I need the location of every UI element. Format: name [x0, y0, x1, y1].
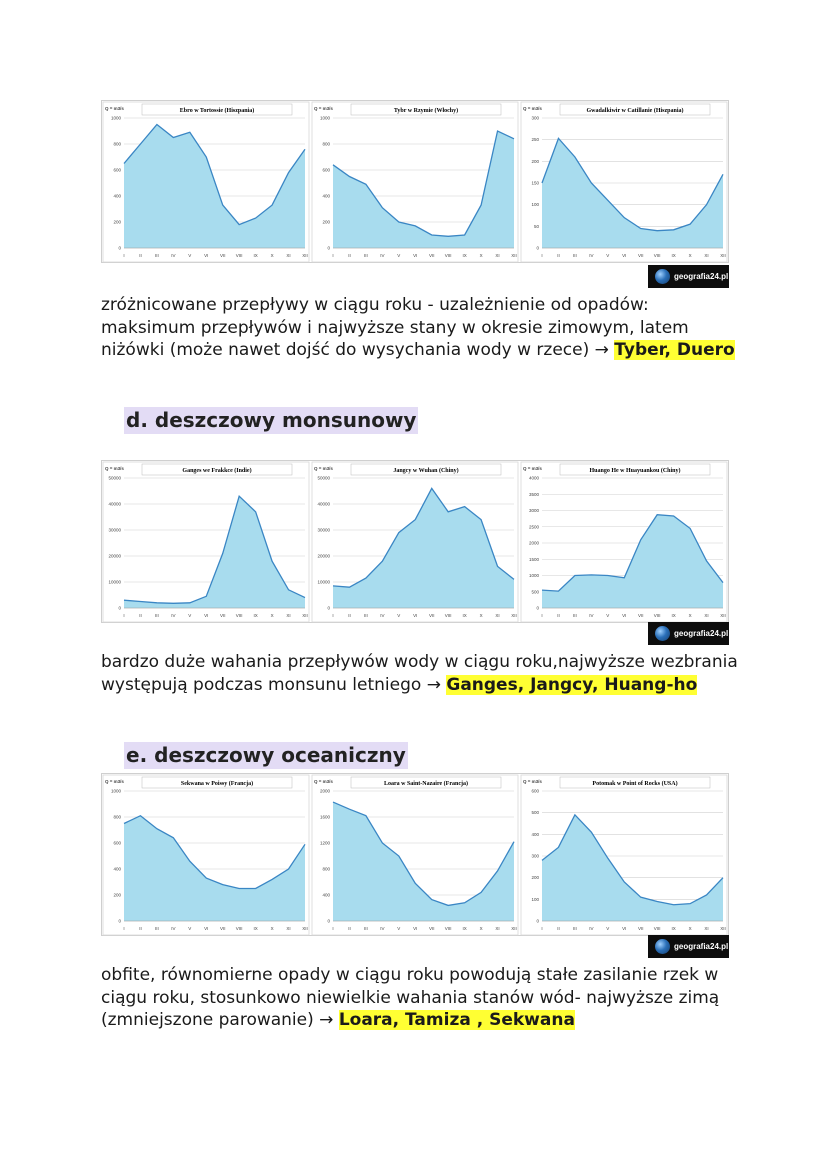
x-tick-label: VI: [204, 253, 209, 258]
chart-panel: [103, 102, 309, 262]
x-tick-label: XII: [720, 253, 726, 258]
x-tick-label: VII: [428, 253, 435, 258]
chart-title: Potomak w Point of Rocks (USA): [592, 781, 678, 787]
x-tick-label: III: [573, 253, 577, 258]
x-tick-label: II: [348, 926, 351, 931]
y-tick-label: 2500: [528, 524, 539, 530]
y-tick-label: 1000: [110, 115, 121, 121]
x-tick-label: VIII: [235, 926, 243, 931]
paragraph-2: [101, 651, 741, 696]
x-tick-label: VI: [413, 926, 418, 931]
x-tick-label: VI: [622, 253, 627, 258]
y-tick-label: 2000: [528, 540, 539, 546]
paragraph-2-text: bardzo duże wahania przepływów wody w ciągu roku,najwyższe wezbrania występują podczas monsunu letniego →: [101, 652, 738, 695]
x-tick-label: I: [123, 613, 125, 618]
y-tick-label: 100: [531, 202, 539, 208]
chart-panel: [103, 775, 309, 935]
y-tick-label: 4000: [528, 475, 539, 481]
y-tick-label: 100: [531, 896, 539, 902]
paragraph-3: [101, 964, 741, 1032]
x-tick-label: IV: [171, 926, 176, 931]
x-tick-label: VIII: [444, 253, 452, 258]
y-tick-label: 3000: [528, 508, 539, 513]
x-tick-label: VII: [637, 613, 644, 618]
source-badge: [648, 622, 729, 645]
x-tick-label: VI: [413, 253, 418, 258]
x-tick-label: X: [479, 253, 483, 258]
x-tick-label: VII: [219, 613, 226, 618]
y-tick-label: 0: [536, 918, 539, 924]
chart-title: Huango He w Huayuankou (Chiny): [589, 468, 681, 474]
x-tick-label: XII: [511, 613, 517, 618]
unit-label: Q = m3/s: [105, 466, 124, 471]
x-tick-label: V: [397, 253, 401, 258]
x-tick-label: IX: [671, 926, 676, 931]
y-tick-label: 0: [536, 245, 539, 251]
y-tick-label: 400: [322, 892, 330, 898]
x-tick-label: X: [270, 926, 274, 931]
y-tick-label: 250: [531, 137, 539, 143]
x-tick-label: III: [364, 926, 368, 931]
badge-text: geografia24.pl: [674, 272, 729, 281]
source-badge: [648, 935, 729, 958]
chart-panel: [103, 462, 309, 622]
x-tick-label: VII: [219, 926, 226, 931]
y-tick-label: 10000: [317, 579, 330, 585]
y-tick-label: 200: [113, 892, 121, 898]
charts-row-2: [101, 460, 729, 623]
paragraph-2-highlight: Ganges, Jangcy, Huang-ho: [446, 674, 698, 695]
x-tick-label: IX: [253, 613, 258, 618]
x-tick-label: XI: [286, 613, 291, 618]
x-tick-label: III: [364, 613, 368, 618]
x-tick-label: XII: [720, 926, 726, 931]
x-tick-label: XII: [302, 253, 308, 258]
y-tick-label: 0: [327, 605, 330, 611]
chart-panel: [521, 102, 727, 262]
x-tick-label: XI: [286, 926, 291, 931]
x-tick-label: XI: [286, 253, 291, 258]
unit-label: Q = m3/s: [105, 106, 124, 111]
x-tick-label: IX: [253, 253, 258, 258]
x-tick-label: V: [397, 613, 401, 618]
y-tick-label: 20000: [108, 553, 121, 559]
x-tick-label: I: [332, 253, 334, 258]
y-tick-label: 1200: [319, 840, 330, 846]
unit-label: Q = m3/s: [314, 106, 333, 111]
y-tick-label: 1000: [528, 573, 539, 578]
x-tick-label: III: [364, 253, 368, 258]
x-tick-label: XI: [704, 926, 709, 931]
x-tick-label: VII: [428, 613, 435, 618]
y-tick-label: 10000: [108, 579, 121, 585]
y-tick-label: 1600: [319, 814, 330, 820]
x-tick-label: IV: [589, 926, 594, 931]
y-tick-label: 600: [322, 167, 330, 173]
charts-svg-1: [102, 101, 730, 264]
x-tick-label: III: [573, 613, 577, 618]
x-tick-label: XII: [511, 926, 517, 931]
chart-panel: [312, 462, 518, 622]
paragraph-1-highlight: Tyber, Duero: [614, 340, 735, 360]
x-tick-label: IV: [171, 613, 176, 618]
x-tick-label: XI: [704, 613, 709, 618]
x-tick-label: VIII: [653, 253, 661, 258]
y-tick-label: 40000: [108, 501, 121, 507]
unit-label: Q = m3/s: [314, 779, 333, 784]
y-tick-label: 800: [322, 866, 330, 872]
x-tick-label: V: [188, 926, 192, 931]
x-tick-label: XII: [302, 613, 308, 618]
x-tick-label: VIII: [235, 253, 243, 258]
x-tick-label: XII: [511, 253, 517, 258]
globe-icon: [655, 939, 670, 954]
x-tick-label: I: [123, 926, 125, 931]
x-tick-label: IX: [253, 926, 258, 931]
x-tick-label: I: [332, 613, 334, 618]
chart-title: Sekwana w Poissy (Francja): [180, 781, 254, 787]
x-tick-label: I: [541, 926, 543, 931]
x-tick-label: VI: [413, 613, 418, 618]
chart-panel: [521, 462, 727, 622]
x-tick-label: V: [606, 613, 610, 618]
y-tick-label: 200: [531, 875, 539, 881]
y-tick-label: 0: [536, 605, 539, 611]
x-tick-label: XI: [495, 253, 500, 258]
x-tick-label: II: [139, 926, 142, 931]
y-tick-label: 0: [118, 918, 121, 924]
chart-panel: [521, 775, 727, 935]
chart-title: Jangcy w Wuhan (Chiny): [393, 468, 459, 474]
y-tick-label: 300: [531, 853, 539, 859]
y-tick-label: 30000: [108, 527, 121, 533]
x-tick-label: IX: [462, 926, 467, 931]
y-tick-label: 0: [327, 918, 330, 924]
x-tick-label: XII: [720, 613, 726, 618]
y-tick-label: 400: [113, 866, 121, 872]
x-tick-label: VIII: [235, 613, 243, 618]
x-tick-label: VIII: [444, 926, 452, 931]
x-tick-label: XII: [302, 926, 308, 931]
x-tick-label: IV: [589, 613, 594, 618]
x-tick-label: III: [155, 926, 159, 931]
y-tick-label: 150: [531, 180, 539, 186]
x-tick-label: X: [479, 613, 483, 618]
x-tick-label: X: [688, 613, 692, 618]
x-tick-label: II: [557, 613, 560, 618]
y-tick-label: 1500: [528, 556, 539, 562]
y-tick-label: 1000: [110, 788, 121, 794]
x-tick-label: VII: [219, 253, 226, 258]
x-tick-label: IX: [671, 613, 676, 618]
x-tick-label: V: [188, 253, 192, 258]
y-tick-label: 300: [531, 115, 539, 121]
x-tick-label: II: [557, 253, 560, 258]
x-tick-label: V: [606, 926, 610, 931]
x-tick-label: XI: [704, 253, 709, 258]
x-tick-label: VII: [637, 253, 644, 258]
x-tick-label: IV: [380, 613, 385, 618]
x-tick-label: VIII: [653, 613, 661, 618]
x-tick-label: II: [348, 613, 351, 618]
charts-row-3: [101, 773, 729, 936]
x-tick-label: IV: [380, 926, 385, 931]
x-tick-label: X: [688, 926, 692, 931]
unit-label: Q = m3/s: [523, 106, 542, 111]
y-tick-label: 400: [113, 193, 121, 199]
y-tick-label: 600: [113, 167, 121, 173]
x-tick-label: II: [557, 926, 560, 931]
y-tick-label: 0: [327, 245, 330, 251]
x-tick-label: VII: [637, 926, 644, 931]
y-tick-label: 800: [113, 141, 121, 147]
y-tick-label: 40000: [317, 501, 330, 507]
y-tick-label: 800: [322, 141, 330, 147]
globe-icon: [655, 626, 670, 641]
x-tick-label: V: [188, 613, 192, 618]
y-tick-label: 400: [322, 193, 330, 199]
chart-title: Gwadalkiwir w Catillanie (Hiszpania): [586, 108, 684, 114]
x-tick-label: X: [688, 253, 692, 258]
x-tick-label: IV: [380, 253, 385, 258]
x-tick-label: VI: [204, 613, 209, 618]
y-tick-label: 500: [531, 589, 539, 595]
x-tick-label: VII: [428, 926, 435, 931]
y-tick-label: 200: [531, 158, 539, 164]
y-tick-label: 600: [113, 840, 121, 846]
y-tick-label: 3500: [528, 491, 539, 497]
x-tick-label: I: [541, 253, 543, 258]
chart-title: Ebro w Tortossie (Hiszpania): [179, 108, 255, 114]
x-tick-label: VIII: [444, 613, 452, 618]
unit-label: Q = m3/s: [523, 466, 542, 471]
y-tick-label: 1000: [319, 115, 330, 121]
paragraph-1-text: zróżnicowane przepływy w ciągu roku - uzależnienie od opadów: maksimum przepływów i najwyższe stany w okresie zimowym, latem niżówki (może nawet dojść do wysychania wody w rzece) →: [101, 295, 689, 360]
y-tick-label: 50000: [108, 475, 121, 481]
x-tick-label: II: [348, 253, 351, 258]
x-tick-label: VI: [622, 926, 627, 931]
y-tick-label: 500: [531, 810, 539, 816]
chart-panel: [312, 102, 518, 262]
x-tick-label: XI: [495, 926, 500, 931]
y-tick-label: 200: [113, 219, 121, 225]
unit-label: Q = m3/s: [314, 466, 333, 471]
x-tick-label: IX: [671, 253, 676, 258]
chart-title: Tybr w Rzymie (Włochy): [393, 108, 459, 114]
badge-text: geografia24.pl: [674, 942, 729, 951]
x-tick-label: I: [123, 253, 125, 258]
x-tick-label: I: [332, 926, 334, 931]
y-tick-label: 30000: [317, 527, 330, 533]
x-tick-label: X: [479, 926, 483, 931]
x-tick-label: VI: [204, 926, 209, 931]
y-tick-label: 20000: [317, 553, 330, 559]
unit-label: Q = m3/s: [523, 779, 542, 784]
heading-monsunowy: d. deszczowy monsunowy: [126, 408, 417, 432]
x-tick-label: X: [270, 253, 274, 258]
x-tick-label: IV: [589, 253, 594, 258]
unit-label: Q = m3/s: [105, 779, 124, 784]
paragraph-3-text: obfite, równomierne opady w ciągu roku powodują stałe zasilanie rzek w ciągu roku, stosunkowo niewielkie wahania stanów wód- najwyższe zimą (zmniejszone parowanie) →: [101, 965, 720, 1030]
x-tick-label: III: [155, 253, 159, 258]
x-tick-label: IX: [462, 253, 467, 258]
charts-svg-3: [102, 774, 730, 937]
x-tick-label: I: [541, 613, 543, 618]
x-tick-label: V: [397, 926, 401, 931]
y-tick-label: 2000: [319, 788, 330, 794]
x-tick-label: XI: [495, 613, 500, 618]
y-tick-label: 800: [113, 814, 121, 820]
x-tick-label: II: [139, 613, 142, 618]
heading-oceaniczny: e. deszczowy oceaniczny: [126, 743, 406, 767]
y-tick-label: 50: [533, 223, 539, 229]
y-tick-label: 400: [531, 831, 539, 837]
y-tick-label: 200: [322, 219, 330, 225]
charts-svg-2: [102, 461, 730, 624]
paragraph-3-highlight: Loara, Tamiza , Sekwana: [338, 1010, 575, 1030]
y-tick-label: 600: [531, 788, 539, 794]
chart-panel: [312, 775, 518, 935]
x-tick-label: IV: [171, 253, 176, 258]
charts-row-1: [101, 100, 729, 263]
x-tick-label: III: [155, 613, 159, 618]
x-tick-label: V: [606, 253, 610, 258]
x-tick-label: IX: [462, 613, 467, 618]
chart-title: Loara w Saint-Nazaire (Francja): [383, 781, 469, 787]
x-tick-label: II: [139, 253, 142, 258]
badge-text: geografia24.pl: [674, 629, 729, 638]
y-tick-label: 0: [118, 245, 121, 251]
y-tick-label: 0: [118, 605, 121, 611]
x-tick-label: III: [573, 926, 577, 931]
x-tick-label: VIII: [653, 926, 661, 931]
source-badge: [648, 265, 729, 288]
globe-icon: [655, 269, 670, 284]
x-tick-label: X: [270, 613, 274, 618]
paragraph-1: [101, 294, 741, 362]
y-tick-label: 50000: [317, 475, 330, 481]
chart-title: Ganges we Frakkce (Indie): [182, 468, 252, 474]
x-tick-label: VI: [622, 613, 627, 618]
